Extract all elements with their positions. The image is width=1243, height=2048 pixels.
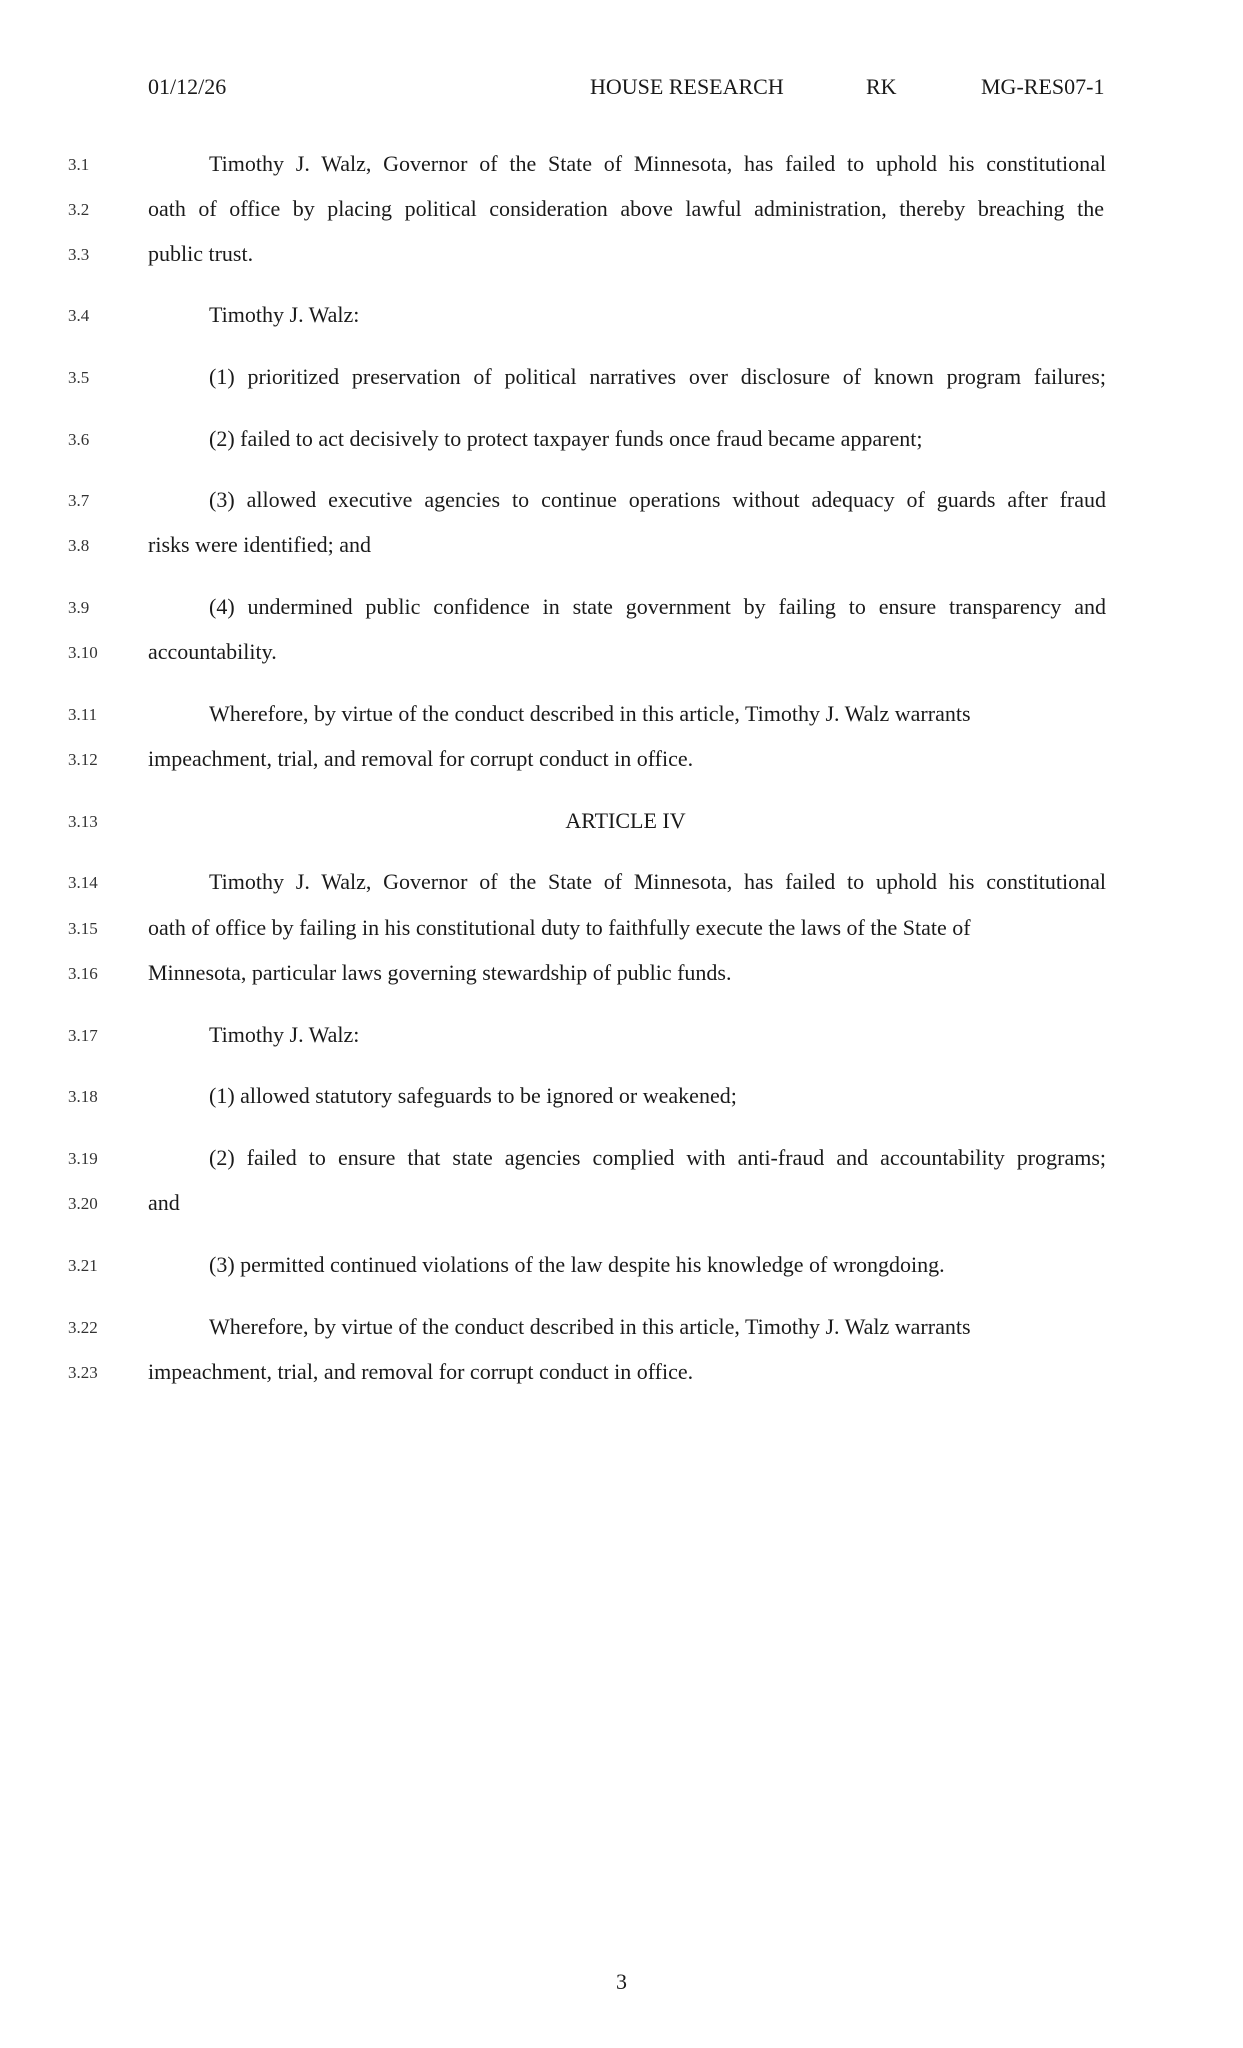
text-line [0,913,1243,943]
text-line [0,592,1243,622]
line-text: public trust. [148,241,254,266]
text-line [0,300,1243,330]
text-line [0,958,1243,988]
text-line [0,485,1243,515]
line-text: (1) allowed statutory safeguards to be ignored or weakened; [209,1083,737,1108]
text-line [0,637,1243,667]
line-number: 3.20 [68,1194,98,1213]
line-text: Timothy J. Walz, Governor of the State of Minnesota, has failed to uphold his constitutional [209,151,1106,176]
line-number: 3.9 [68,598,90,617]
line-number: 3.12 [68,750,98,769]
text-line [0,362,1243,392]
article-heading: ARTICLE IV [565,808,686,833]
line-text: (1) prioritized preservation of political narratives over disclosure of known program failures; [209,364,1106,389]
line-text: (2) failed to ensure that state agencies complied with anti-fraud and accountability programs; [209,1145,1106,1170]
page-header [0,72,1243,102]
line-number: 3.11 [68,705,98,724]
text-line [0,1357,1243,1387]
text-line [0,149,1243,179]
header-document-code: MG-RES07-1 [981,74,1105,99]
line-number: 3.14 [68,873,98,892]
line-number: 3.21 [68,1256,98,1275]
line-number: 3.22 [68,1318,98,1337]
header-office: HOUSE RESEARCH [590,74,784,99]
line-number: 3.7 [68,491,90,510]
text-line [0,1020,1243,1050]
text-line [0,1081,1243,1111]
line-number: 3.1 [68,155,90,174]
line-text: Timothy J. Walz: [209,1022,360,1047]
text-line [0,1188,1243,1218]
text-line [0,424,1243,454]
header-initials: RK [866,74,897,99]
line-text: accountability. [148,639,277,664]
text-line [0,194,1243,224]
text-line [0,806,1243,836]
line-text: (3) allowed executive agencies to continue operations without adequacy of guards after fraud [209,487,1106,512]
text-line [0,1312,1243,1342]
line-text: and [148,1190,180,1215]
line-text: (4) undermined public confidence in state government by failing to ensure transparency and [209,594,1106,619]
text-line [0,699,1243,729]
line-number: 3.17 [68,1026,98,1045]
line-text: Timothy J. Walz, Governor of the State of Minnesota, has failed to uphold his constitutional [209,869,1106,894]
line-number: 3.18 [68,1087,98,1106]
line-text: (3) permitted continued violations of the law despite his knowledge of wrongdoing. [209,1252,945,1277]
line-text: Wherefore, by virtue of the conduct described in this article, Timothy J. Walz warrants [209,701,971,726]
line-number: 3.3 [68,245,90,264]
line-number: 3.13 [68,812,98,831]
line-text: risks were identified; and [148,532,371,557]
line-number: 3.8 [68,536,90,555]
line-number: 3.19 [68,1149,98,1168]
line-text: Minnesota, particular laws governing stewardship of public funds. [148,960,732,985]
line-number: 3.15 [68,919,98,938]
line-number: 3.6 [68,430,90,449]
line-text: oath of office by placing political consideration above lawful administration, thereby breaching the [148,196,1104,221]
page-number: 3 [616,1969,627,1994]
text-line [0,239,1243,269]
line-text: Timothy J. Walz: [209,302,360,327]
text-line [0,1143,1243,1173]
line-text: oath of office by failing in his constitutional duty to faithfully execute the laws of the State of [148,915,971,940]
line-text: impeachment, trial, and removal for corrupt conduct in office. [148,1359,694,1384]
line-number: 3.10 [68,643,98,662]
text-line [0,1250,1243,1280]
line-number: 3.23 [68,1363,98,1382]
line-number: 3.5 [68,368,90,387]
line-number: 3.2 [68,200,90,219]
text-line [0,530,1243,560]
header-date: 01/12/26 [148,74,227,99]
line-number: 3.16 [68,964,98,983]
text-line [0,744,1243,774]
line-text: impeachment, trial, and removal for corrupt conduct in office. [148,746,694,771]
text-line [0,867,1243,897]
line-text: (2) failed to act decisively to protect taxpayer funds once fraud became apparent; [209,426,923,451]
line-number: 3.4 [68,306,90,325]
line-text: Wherefore, by virtue of the conduct described in this article, Timothy J. Walz warrants [209,1314,971,1339]
